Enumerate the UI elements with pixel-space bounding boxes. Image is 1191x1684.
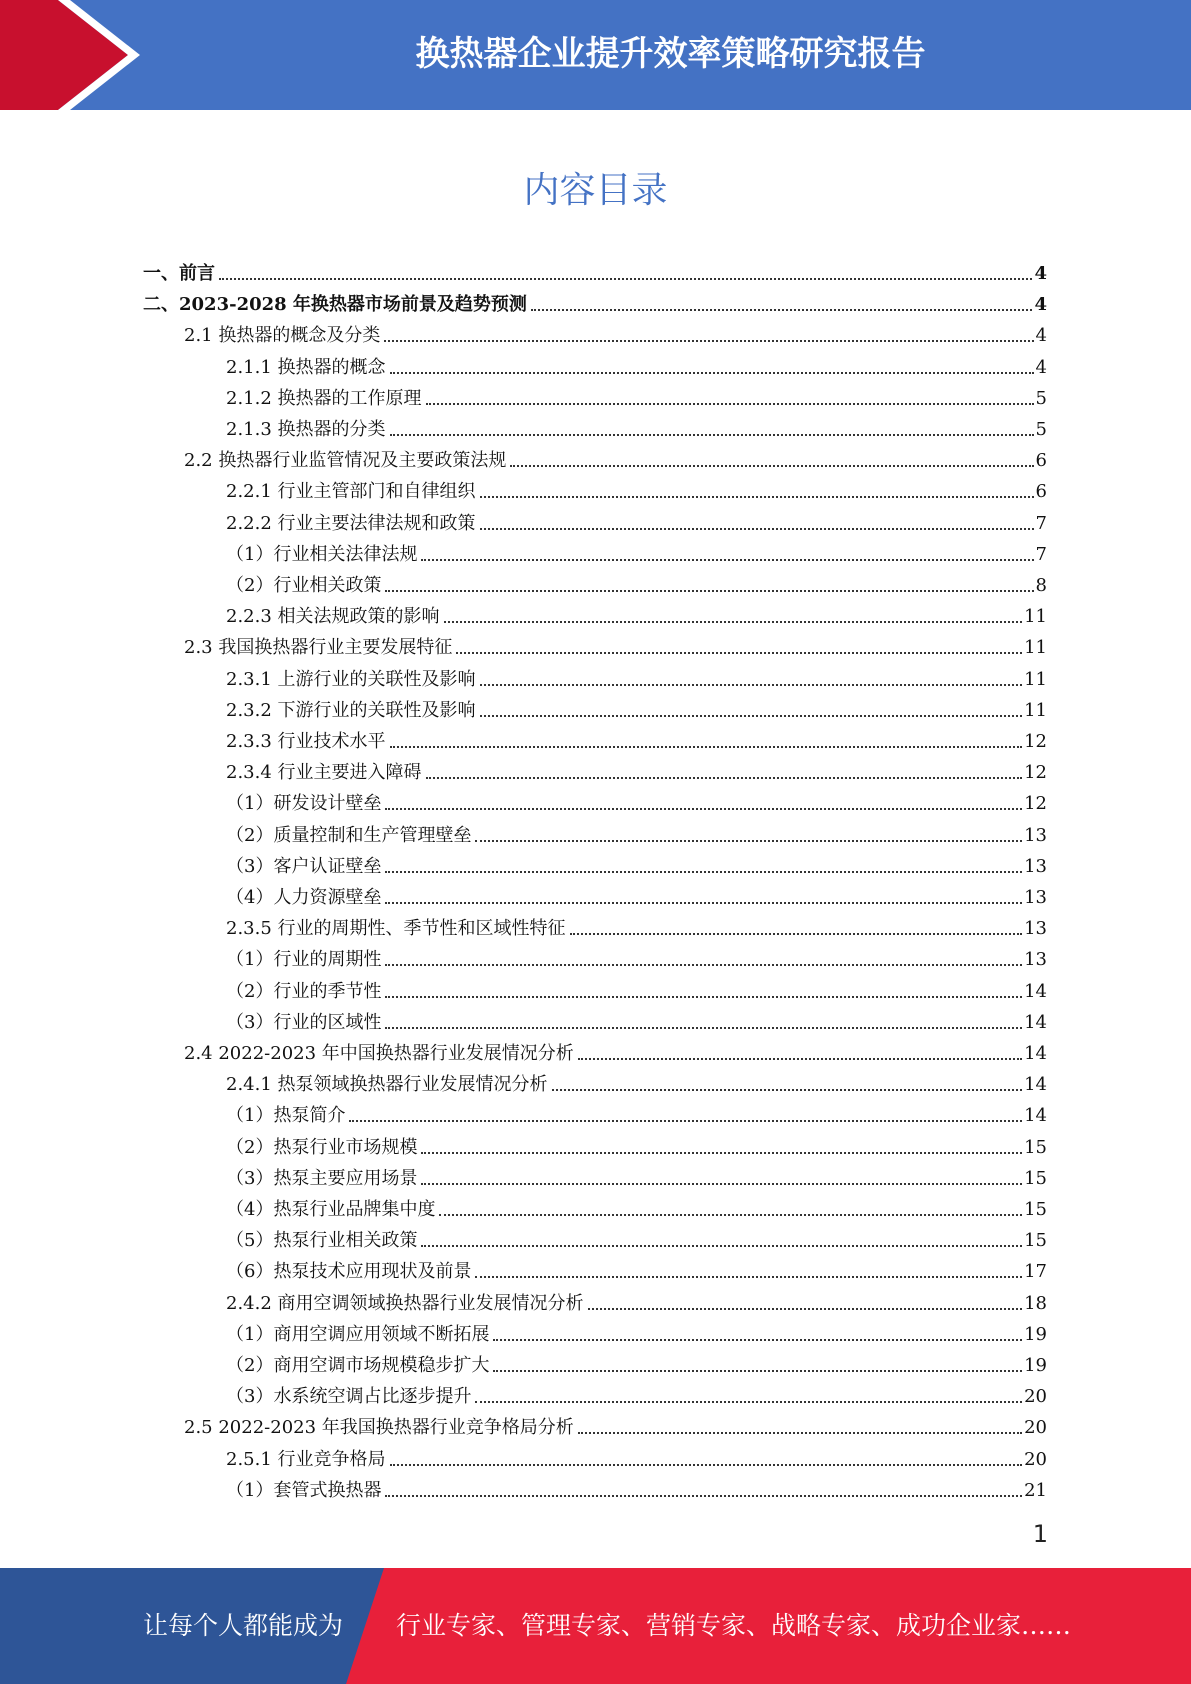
toc-dot-leader: [421, 559, 1033, 561]
toc-entry-page: 13: [1024, 825, 1047, 846]
toc-entry[interactable]: [226, 972, 1047, 1003]
toc-dot-leader: [570, 933, 1023, 935]
toc-entry-page: 4: [1035, 357, 1047, 378]
header-arrow-decoration: [0, 0, 160, 110]
toc-entry-label: 2.3 我国换热器行业主要发展特征: [184, 637, 453, 658]
report-title: 换热器企业提升效率策略研究报告: [415, 34, 926, 74]
toc-dot-leader: [421, 1183, 1022, 1185]
toc-entry-label: （2）热泵行业市场规模: [226, 1137, 418, 1158]
toc-entry-label: 2.3.2 下游行业的关联性及影响: [226, 700, 476, 721]
toc-entry[interactable]: [226, 1065, 1047, 1096]
toc-dot-leader: [475, 1276, 1022, 1278]
page-number: 1: [1032, 1520, 1048, 1548]
toc-entry-label: （1）套管式换热器: [226, 1480, 382, 1501]
toc-entry-label: 2.5 2022-2023 年我国换热器行业竞争格局分析: [184, 1417, 574, 1438]
toc-entry[interactable]: [226, 753, 1047, 784]
toc-entry-page: 7: [1035, 513, 1047, 534]
toc-dot-leader: [385, 996, 1022, 998]
toc-entry[interactable]: [226, 909, 1047, 940]
toc-dot-leader: [421, 1152, 1022, 1154]
toc-entry[interactable]: [226, 1284, 1047, 1315]
toc-entry-label: （3）水系统空调占比逐步提升: [226, 1386, 472, 1407]
toc-entry-page: 12: [1024, 762, 1047, 783]
toc-dot-leader: [385, 902, 1022, 904]
toc-heading: 内容目录: [523, 170, 668, 211]
toc-dot-leader: [385, 871, 1022, 873]
footer-slogan-right: 行业专家、管理专家、营销专家、战略专家、成功企业家……: [396, 1611, 1072, 1640]
toc-entry-page: 7: [1035, 544, 1047, 565]
toc-entry-page: 11: [1024, 700, 1047, 721]
toc-entry-page: 20: [1024, 1386, 1047, 1407]
toc-entry[interactable]: [226, 1128, 1047, 1159]
toc-entry[interactable]: [226, 1221, 1047, 1252]
toc-entry-label: 2.4 2022-2023 年中国换热器行业发展情况分析: [184, 1043, 574, 1064]
toc-entry[interactable]: [226, 1315, 1047, 1346]
toc-entry-page: 13: [1024, 887, 1047, 908]
toc-entry-label: 2.4.2 商用空调领域换热器行业发展情况分析: [226, 1293, 584, 1314]
toc-entry-page: 5: [1035, 419, 1047, 440]
toc-dot-leader: [475, 840, 1022, 842]
toc-entry-page: 14: [1024, 1074, 1047, 1095]
footer-slogan-left: 让每个人都能成为: [143, 1611, 344, 1640]
toc-entry[interactable]: [226, 410, 1047, 441]
toc-dot-leader: [480, 684, 1023, 686]
toc-entry[interactable]: [226, 472, 1047, 503]
toc-dot-leader: [421, 1245, 1022, 1247]
toc-entry-page: 15: [1024, 1230, 1047, 1251]
toc-entry-page: 13: [1024, 949, 1047, 970]
toc-entry-label: 2.5.1 行业竞争格局: [226, 1449, 386, 1470]
toc-entry-page: 6: [1035, 450, 1047, 471]
toc-entry-label: （4）人力资源壁垒: [226, 887, 382, 908]
toc-entry[interactable]: [226, 691, 1047, 722]
toc-entry-page: 4: [1034, 294, 1047, 315]
toc-dot-leader: [456, 652, 1022, 654]
toc-entry[interactable]: [184, 1408, 1047, 1439]
toc-entry[interactable]: [226, 847, 1047, 878]
toc-entry-page: 12: [1024, 793, 1047, 814]
toc-entry-label: （1）热泵简介: [226, 1105, 346, 1126]
toc-dot-leader: [385, 1027, 1022, 1029]
toc-entry[interactable]: [226, 1096, 1047, 1127]
toc-dot-leader: [531, 309, 1033, 311]
toc-entry-label: （1）研发设计壁垒: [226, 793, 382, 814]
toc-dot-leader: [219, 278, 1032, 280]
toc-entry-label: （1）行业相关法律法规: [226, 544, 418, 565]
toc-dot-leader: [510, 465, 1033, 467]
toc-entry-label: 2.1.3 换热器的分类: [226, 419, 386, 440]
toc-entry-label: （2）行业相关政策: [226, 575, 382, 596]
toc-entry[interactable]: [226, 504, 1047, 535]
toc-entry-page: 11: [1024, 669, 1047, 690]
toc-entry[interactable]: [226, 722, 1047, 753]
toc-entry-page: 11: [1024, 606, 1047, 627]
toc-entry-page: 14: [1024, 1043, 1047, 1064]
toc-entry-label: 2.3.3 行业技术水平: [226, 731, 386, 752]
toc-entry-label: （2）行业的季节性: [226, 981, 382, 1002]
toc-dot-leader: [480, 715, 1023, 717]
toc-entry[interactable]: [226, 940, 1047, 971]
toc-entry[interactable]: [226, 660, 1047, 691]
toc-entry[interactable]: [184, 316, 1047, 347]
toc-entry-page: 14: [1024, 1012, 1047, 1033]
toc-entry-page: 17: [1024, 1261, 1047, 1282]
toc-entry[interactable]: [226, 1346, 1047, 1377]
toc-entry-page: 13: [1024, 856, 1047, 877]
toc-entry-label: （2）质量控制和生产管理壁垒: [226, 825, 472, 846]
toc-dot-leader: [426, 777, 1023, 779]
toc-dot-leader: [385, 808, 1022, 810]
toc-entry[interactable]: [226, 1252, 1047, 1283]
toc-entry-label: （4）热泵行业品牌集中度: [226, 1199, 436, 1220]
toc-entry-page: 21: [1024, 1480, 1047, 1501]
toc-entry-page: 14: [1024, 981, 1047, 1002]
toc-entry-label: 2.2.2 行业主要法律法规和政策: [226, 513, 476, 534]
toc-entry-page: 19: [1024, 1355, 1047, 1376]
toc-entry-label: （1）商用空调应用领域不断拓展: [226, 1324, 490, 1345]
toc-entry-label: 2.3.5 行业的周期性、季节性和区域性特征: [226, 918, 566, 939]
toc-entry[interactable]: [226, 1471, 1047, 1502]
toc-entry-page: 13: [1024, 918, 1047, 939]
toc-entry[interactable]: [226, 535, 1047, 566]
toc-entry-label: 2.3.1 上游行业的关联性及影响: [226, 669, 476, 690]
toc-entry-page: 20: [1024, 1449, 1047, 1470]
toc-entry[interactable]: [226, 1377, 1047, 1408]
toc-entry-label: 一、前言: [143, 263, 215, 284]
toc-entry-page: 15: [1024, 1199, 1047, 1220]
toc-entry-label: 2.4.1 热泵领域换热器行业发展情况分析: [226, 1074, 548, 1095]
toc-entry[interactable]: [226, 1003, 1047, 1034]
toc-entry-page: 11: [1024, 637, 1047, 658]
toc-dot-leader: [475, 1401, 1022, 1403]
toc-entry[interactable]: [143, 285, 1047, 316]
toc-dot-leader: [444, 621, 1023, 623]
toc-dot-leader: [385, 964, 1022, 966]
toc-entry[interactable]: [184, 441, 1047, 472]
toc-entry[interactable]: [226, 784, 1047, 815]
toc-entry-label: （3）热泵主要应用场景: [226, 1168, 418, 1189]
toc-dot-leader: [385, 1495, 1022, 1497]
toc-dot-leader: [480, 528, 1034, 530]
toc-entry[interactable]: [226, 597, 1047, 628]
toc-dot-leader: [385, 590, 1033, 592]
toc-entry-label: （2）商用空调市场规模稳步扩大: [226, 1355, 490, 1376]
toc-dot-leader: [578, 1432, 1022, 1434]
toc-entry-page: 15: [1024, 1168, 1047, 1189]
toc-dot-leader: [578, 1058, 1022, 1060]
toc-dot-leader: [493, 1339, 1022, 1341]
toc-entry-label: 2.1.1 换热器的概念: [226, 357, 386, 378]
toc-dot-leader: [390, 372, 1034, 374]
toc-entry-label: （6）热泵技术应用现状及前景: [226, 1261, 472, 1282]
toc-entry-label: （3）行业的区域性: [226, 1012, 382, 1033]
toc-entry-label: （3）客户认证壁垒: [226, 856, 382, 877]
toc-dot-leader: [480, 496, 1034, 498]
toc-dot-leader: [349, 1120, 1022, 1122]
toc-dot-leader: [426, 403, 1034, 405]
toc-dot-leader: [390, 1464, 1023, 1466]
toc-entry-label: 2.1 换热器的概念及分类: [184, 325, 381, 346]
toc-entry[interactable]: [184, 628, 1047, 659]
toc-dot-leader: [439, 1214, 1022, 1216]
toc-entry-page: 18: [1024, 1293, 1047, 1314]
toc-entry[interactable]: [226, 1159, 1047, 1190]
toc-dot-leader: [384, 340, 1033, 342]
toc-entry-page: 15: [1024, 1137, 1047, 1158]
toc-entry-page: 5: [1035, 388, 1047, 409]
toc-entry-page: 19: [1024, 1324, 1047, 1345]
toc-entry-label: （5）热泵行业相关政策: [226, 1230, 418, 1251]
toc-entry-label: 2.2.1 行业主管部门和自律组织: [226, 481, 476, 502]
toc-entry-page: 12: [1024, 731, 1047, 752]
toc-entry[interactable]: [226, 1440, 1047, 1471]
toc-entry[interactable]: [226, 816, 1047, 847]
toc-dot-leader: [588, 1308, 1023, 1310]
toc-entry-page: 14: [1024, 1105, 1047, 1126]
toc-dot-leader: [390, 746, 1023, 748]
toc-entry[interactable]: [226, 1190, 1047, 1221]
page-header: [0, 0, 1191, 110]
toc-entry-label: 2.1.2 换热器的工作原理: [226, 388, 422, 409]
toc-entry-label: （1）行业的周期性: [226, 949, 382, 970]
toc-entry-label: 2.2.3 相关法规政策的影响: [226, 606, 440, 627]
toc-dot-leader: [552, 1089, 1023, 1091]
toc-entry[interactable]: [143, 254, 1047, 285]
toc-entry[interactable]: [226, 878, 1047, 909]
toc-entry[interactable]: [226, 379, 1047, 410]
toc-entry[interactable]: [226, 348, 1047, 379]
toc-entry-page: 8: [1035, 575, 1047, 596]
toc-entry[interactable]: [226, 566, 1047, 597]
toc-dot-leader: [493, 1370, 1022, 1372]
page-footer: [0, 1568, 1191, 1684]
toc-entry-page: 4: [1034, 263, 1047, 284]
toc-entry-label: 2.3.4 行业主要进入障碍: [226, 762, 422, 783]
toc-entry-page: 4: [1035, 325, 1047, 346]
toc-entry-page: 20: [1024, 1417, 1047, 1438]
toc-entry-page: 6: [1035, 481, 1047, 502]
toc-entry-label: 2.2 换热器行业监管情况及主要政策法规: [184, 450, 507, 471]
toc-dot-leader: [390, 434, 1034, 436]
toc-entry[interactable]: [184, 1034, 1047, 1065]
toc-entry-label: 二、2023-2028 年换热器市场前景及趋势预测: [143, 294, 527, 315]
